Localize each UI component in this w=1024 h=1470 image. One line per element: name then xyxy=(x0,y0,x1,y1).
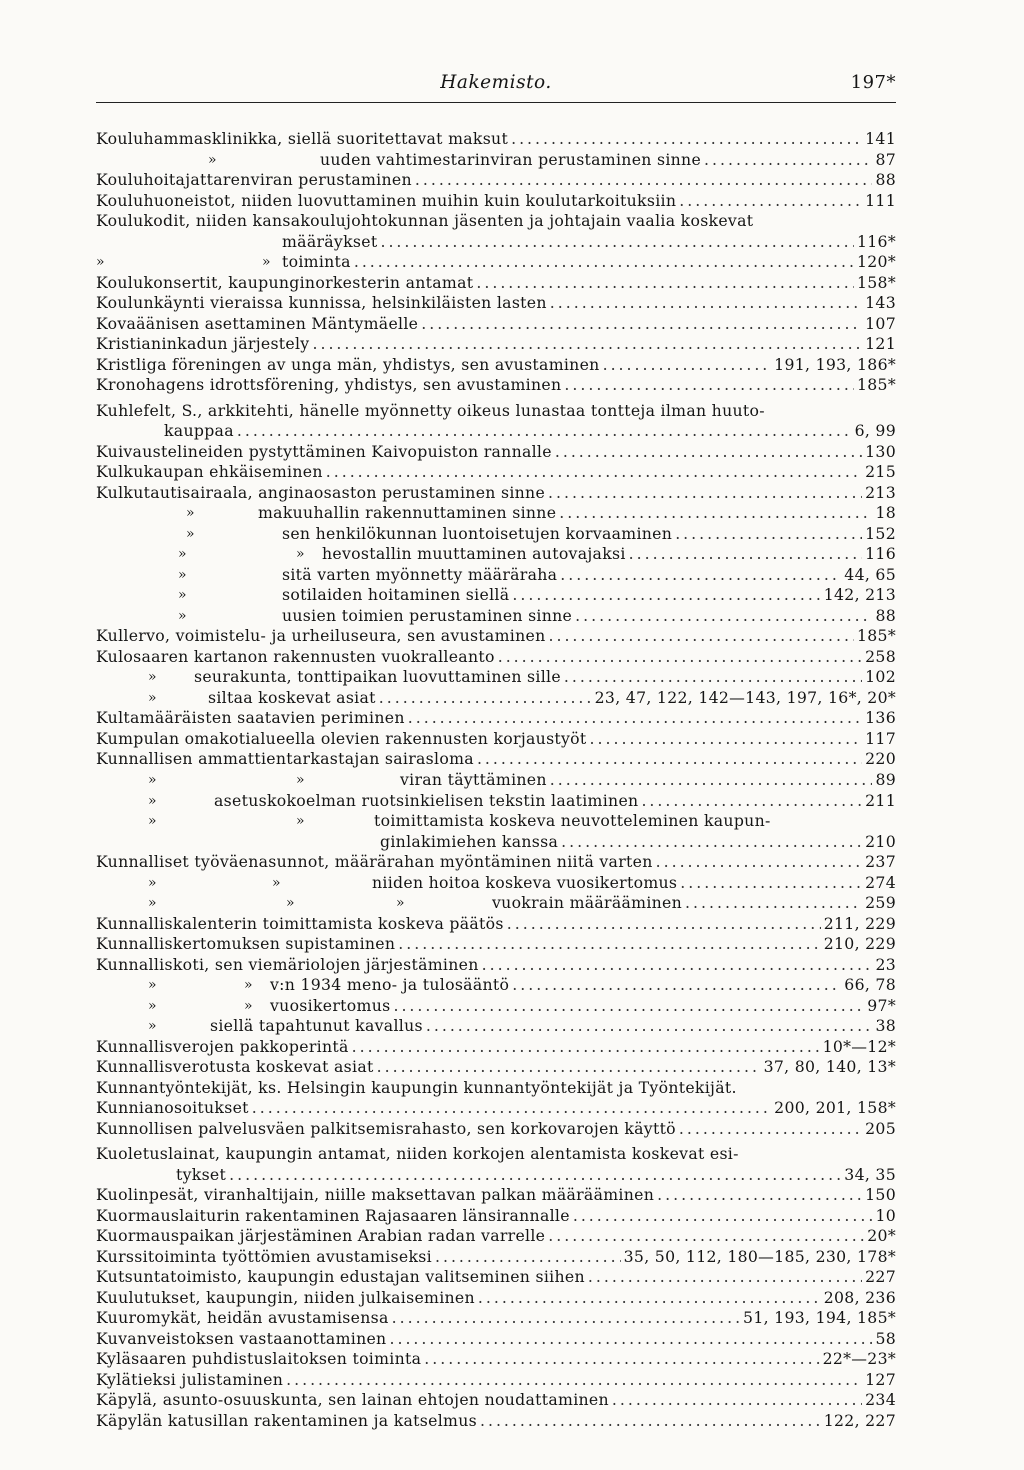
page-reference: 127 xyxy=(865,1369,896,1389)
ditto-mark: » xyxy=(286,895,295,912)
index-entry xyxy=(96,544,896,565)
entry-text: Kuvanveistoksen vastaanottaminen xyxy=(96,1328,387,1348)
index-entry xyxy=(96,934,896,955)
page-reference: 191, 193, 186* xyxy=(774,354,896,374)
entry-text: Kuormauslaiturin rakentaminen Rajasaaren länsirannalle xyxy=(96,1205,570,1225)
dot-leader xyxy=(426,1016,873,1037)
entry-text: kauppaa xyxy=(164,421,234,441)
dot-leader xyxy=(352,1037,820,1058)
index-entry xyxy=(96,749,896,770)
index-entry xyxy=(96,1185,896,1206)
index-entry xyxy=(96,729,896,750)
page-reference: 66, 78 xyxy=(844,975,896,995)
index-entry xyxy=(96,893,896,914)
page-reference: 22*—23* xyxy=(822,1349,896,1369)
entry-text: seurakunta, tonttipaikan luovuttaminen sille xyxy=(194,667,561,687)
ditto-mark: » xyxy=(178,607,187,624)
dot-leader xyxy=(575,606,872,627)
page-reference: 208, 236 xyxy=(823,1287,896,1307)
index-list xyxy=(96,129,896,1431)
dot-leader xyxy=(379,688,592,709)
ditto-mark: » xyxy=(208,151,217,168)
index-entry xyxy=(96,129,896,150)
entry-text: Kylätieksi julistaminen xyxy=(96,1369,284,1389)
ditto-mark: » xyxy=(186,505,195,522)
index-entry xyxy=(96,232,896,253)
index-entry xyxy=(96,1016,896,1037)
index-entry xyxy=(96,401,896,422)
entry-text: Kunnallisen ammattientarkastajan sairasloma xyxy=(96,749,474,769)
page-title: Hakemisto. xyxy=(440,72,552,93)
dot-leader xyxy=(561,832,862,853)
page-reference: 117 xyxy=(865,728,896,748)
dot-leader xyxy=(564,667,862,688)
ditto-mark: » xyxy=(148,813,157,830)
entry-text: toiminta xyxy=(282,252,351,272)
dot-leader xyxy=(679,1119,862,1140)
index-entry xyxy=(96,252,896,273)
entry-text: Kuhlefelt, S., arkkitehti, hänelle myönnetty oikeus lunastaa tontteja ilman huuto- xyxy=(96,400,765,420)
index-entry xyxy=(96,975,896,996)
entry-text: vuokrain määrääminen xyxy=(492,893,683,913)
dot-leader xyxy=(680,873,862,894)
page-reference: 211, 229 xyxy=(823,913,896,933)
entry-text: Kunnollisen palvelusväen palkitsemisrahasto, sen korkovarojen käyttö xyxy=(96,1118,676,1138)
page-reference: 89 xyxy=(875,769,896,789)
entry-text: Kutsuntatoimisto, kaupungin edustajan valitseminen siihen xyxy=(96,1267,585,1287)
entry-text: Kunnalliset työväenasunnot, määrärahan myöntäminen niitä varten xyxy=(96,852,653,872)
ditto-mark: » xyxy=(244,977,253,994)
page-reference: 274 xyxy=(865,872,896,892)
page-reference: 150 xyxy=(865,1185,896,1205)
dot-leader xyxy=(480,1411,821,1432)
entry-text: Kristianinkadun järjestely xyxy=(96,334,310,354)
dot-leader xyxy=(603,355,772,376)
index-entry xyxy=(96,191,896,212)
dot-leader xyxy=(679,191,862,212)
dot-leader xyxy=(675,524,862,545)
ditto-mark: » xyxy=(296,771,305,788)
ditto-mark: » xyxy=(148,874,157,891)
dot-leader xyxy=(548,626,854,647)
page-reference: 136 xyxy=(865,708,896,728)
entry-text: uusien toimien perustaminen sinne xyxy=(282,605,573,625)
entry-text: Kunnianosoitukset xyxy=(96,1098,249,1118)
entry-text: Kulosaaren kartanon rakennusten vuokralleanto xyxy=(96,646,495,666)
index-entry xyxy=(96,314,896,335)
index-entry xyxy=(96,462,896,483)
dot-leader xyxy=(354,252,854,273)
index-entry xyxy=(96,585,896,606)
index-entry xyxy=(96,852,896,873)
page-reference: 142, 213 xyxy=(823,585,896,605)
entry-text: Kurssitoiminta työttömien avustamiseksi xyxy=(96,1246,432,1266)
entry-text: Kuoletuslainat, kaupungin antamat, niiden korkojen alentamista koskevat esi- xyxy=(96,1144,739,1164)
dot-leader xyxy=(498,647,862,668)
index-entry xyxy=(96,524,896,545)
index-entry xyxy=(96,273,896,294)
page-reference: 227 xyxy=(865,1267,896,1287)
page-reference: 44, 65 xyxy=(844,564,896,584)
page-reference: 88 xyxy=(875,170,896,190)
page-reference: 102 xyxy=(865,667,896,687)
index-entry xyxy=(96,1078,896,1099)
index-entry xyxy=(96,955,896,976)
index-entry xyxy=(96,334,896,355)
page-number: 197* xyxy=(850,72,896,93)
ditto-mark: » xyxy=(178,546,187,563)
entry-text: Kyläsaaren puhdistuslaitoksen toiminta xyxy=(96,1349,422,1369)
page-reference: 122, 227 xyxy=(823,1410,896,1430)
entry-text: asetuskokoelman ruotsinkielisen tekstin laatiminen xyxy=(214,790,639,810)
dot-leader xyxy=(476,273,854,294)
index-entry xyxy=(96,647,896,668)
dot-leader xyxy=(421,314,862,335)
entry-text: Kuolinpesät, viranhaltijain, niille maksettavan palkan määrääminen xyxy=(96,1185,655,1205)
dot-leader xyxy=(511,129,862,150)
dot-leader xyxy=(398,934,820,955)
page-reference: 152 xyxy=(865,523,896,543)
dot-leader xyxy=(657,1185,862,1206)
dot-leader xyxy=(512,585,820,606)
entry-text: Koulukodit, niiden kansakoulujohtokunnan jäsenten ja johtajain vaalia koskevat xyxy=(96,211,754,231)
entry-text: vuosikertomus xyxy=(270,995,391,1015)
page-reference: 220 xyxy=(865,749,896,769)
dot-leader xyxy=(380,232,854,253)
index-entry xyxy=(96,1226,896,1247)
page-reference: 34, 35 xyxy=(844,1164,896,1184)
index-entry xyxy=(96,688,896,709)
dot-leader xyxy=(286,1370,862,1391)
page-reference: 121 xyxy=(865,334,896,354)
index-entry xyxy=(96,914,896,935)
page-reference: 143 xyxy=(865,293,896,313)
index-entry xyxy=(96,1057,896,1078)
page-reference: 185* xyxy=(857,626,896,646)
page-reference: 97* xyxy=(867,995,896,1015)
ditto-mark: » xyxy=(296,546,305,563)
dot-leader xyxy=(408,708,862,729)
index-entry xyxy=(96,170,896,191)
dot-leader xyxy=(507,914,821,935)
dot-leader xyxy=(237,421,852,442)
entry-text: Kuormauspaikan järjestäminen Arabian radan varrelle xyxy=(96,1226,546,1246)
page-reference: 37, 80, 140, 13* xyxy=(763,1057,896,1077)
page-reference: 18 xyxy=(875,503,896,523)
entry-text: Kuuromykät, heidän avustamisensa xyxy=(96,1308,389,1328)
entry-text: uuden vahtimestarinviran perustaminen sinne xyxy=(320,149,702,169)
page-header xyxy=(96,66,896,103)
page-reference: 116* xyxy=(857,231,896,251)
page-reference: 35, 50, 112, 180—185, 230, 178* xyxy=(623,1246,896,1266)
index-entry xyxy=(96,1288,896,1309)
dot-leader xyxy=(550,770,873,791)
page-reference: 234 xyxy=(865,1390,896,1410)
dot-leader xyxy=(588,1267,862,1288)
page-reference: 213 xyxy=(865,482,896,502)
entry-text: sitä varten myönnetty määräraha xyxy=(282,564,558,584)
dot-leader xyxy=(548,1226,864,1247)
index-entry xyxy=(96,811,896,832)
entry-text: Kultamääräisten saatavien periminen xyxy=(96,708,405,728)
entry-text: Kullervo, voimistelu- ja urheiluseura, sen avustaminen xyxy=(96,626,546,646)
ditto-mark: » xyxy=(396,895,405,912)
index-entry xyxy=(96,150,896,171)
page-reference: 210, 229 xyxy=(823,934,896,954)
page-reference: 211 xyxy=(865,790,896,810)
dot-leader xyxy=(477,749,862,770)
ditto-mark: » xyxy=(148,1018,157,1035)
index-entry xyxy=(96,293,896,314)
index-entry xyxy=(96,1267,896,1288)
dot-leader xyxy=(252,1098,771,1119)
entry-text: ginlakimiehen kanssa xyxy=(380,831,559,851)
entry-text: sen henkilökunnan luontoisetujen korvaaminen xyxy=(282,523,673,543)
dot-leader xyxy=(512,975,841,996)
ditto-mark: » xyxy=(272,874,281,891)
entry-text: Kulkukaupan ehkäiseminen xyxy=(96,462,323,482)
ditto-mark: » xyxy=(244,997,253,1014)
entry-text: Kunnalliskoti, sen viemäriolojen järjestäminen xyxy=(96,954,479,974)
entry-text: siltaa koskevat asiat xyxy=(208,687,376,707)
entry-text: v:n 1934 meno- ja tulosääntö xyxy=(270,975,510,995)
dot-leader xyxy=(564,375,854,396)
page-reference: 10 xyxy=(875,1205,896,1225)
dot-leader xyxy=(560,565,841,586)
page-reference: 111 xyxy=(865,190,896,210)
page-reference: 38 xyxy=(875,1016,896,1036)
page-reference: 210 xyxy=(865,831,896,851)
entry-text: Koulunkäynti vieraissa kunnissa, helsinkiläisten lasten xyxy=(96,293,547,313)
entry-text: Kuivaustelineiden pystyttäminen Kaivopuiston rannalle xyxy=(96,441,552,461)
index-entry xyxy=(96,606,896,627)
dot-leader xyxy=(704,150,872,171)
entry-text: Koulukonsertit, kaupunginorkesterin antamat xyxy=(96,272,474,292)
entry-text: Kunnalliskalenterin toimittamista koskeva päätös xyxy=(96,913,504,933)
dot-leader xyxy=(629,544,862,565)
dot-leader xyxy=(548,483,862,504)
entry-text: Kunnalliskertomuksen supistaminen xyxy=(96,934,396,954)
page-reference: 158* xyxy=(857,272,896,292)
entry-text: Kristliga föreningen av unga män, yhdistys, sen avustaminen xyxy=(96,354,600,374)
ditto-mark: » xyxy=(96,254,105,271)
index-entry xyxy=(96,1206,896,1227)
dot-leader xyxy=(424,1349,819,1370)
dot-leader xyxy=(612,1390,862,1411)
index-entry xyxy=(96,708,896,729)
ditto-mark: » xyxy=(148,792,157,809)
dot-leader xyxy=(393,996,864,1017)
index-entry xyxy=(96,1349,896,1370)
dot-leader xyxy=(415,170,873,191)
dot-leader xyxy=(229,1165,841,1186)
index-entry xyxy=(96,421,896,442)
page-reference: 120* xyxy=(857,252,896,272)
dot-leader xyxy=(312,334,862,355)
page-reference: 20* xyxy=(867,1226,896,1246)
ditto-mark: » xyxy=(178,587,187,604)
index-entry xyxy=(96,1370,896,1391)
entry-text: Kulkutautisairaala, anginaosaston perustaminen sinne xyxy=(96,482,546,502)
index-entry xyxy=(96,355,896,376)
page-reference: 200, 201, 158* xyxy=(774,1098,896,1118)
dot-leader xyxy=(478,1288,821,1309)
page-reference: 116 xyxy=(865,544,896,564)
entry-text: Kovaäänisen asettaminen Mäntymäelle xyxy=(96,313,419,333)
dot-leader xyxy=(590,729,863,750)
entry-text: Kunnallisverotusta koskevat asiat xyxy=(96,1057,374,1077)
index-entry xyxy=(96,832,896,853)
entry-text: Kouluhammasklinikka, siellä suoritettavat maksut xyxy=(96,129,509,148)
index-entry xyxy=(96,791,896,812)
dot-leader xyxy=(555,442,862,463)
entry-text: toimittamista koskeva neuvotteleminen kaupun- xyxy=(374,811,771,831)
index-entry xyxy=(96,770,896,791)
index-entry xyxy=(96,626,896,647)
dot-leader xyxy=(656,852,863,873)
entry-text: Käpylä, asunto-osuuskunta, sen lainan ehtojen noudattaminen xyxy=(96,1390,609,1410)
ditto-mark: » xyxy=(148,997,157,1014)
ditto-mark: » xyxy=(262,254,271,271)
index-entry xyxy=(96,1308,896,1329)
page-reference: 141 xyxy=(865,129,896,148)
index-entry xyxy=(96,667,896,688)
page-reference: 6, 99 xyxy=(854,421,896,441)
index-entry xyxy=(96,483,896,504)
page-reference: 10*—12* xyxy=(822,1036,896,1056)
index-entry xyxy=(96,1119,896,1140)
entry-text: niiden hoitoa koskeva vuosikertomus xyxy=(372,872,678,892)
entry-text: hevostallin muuttaminen autovajaksi xyxy=(322,544,626,564)
index-entry xyxy=(96,1329,896,1350)
ditto-mark: » xyxy=(148,895,157,912)
page-reference: 58 xyxy=(875,1328,896,1348)
entry-text: Kunnallisverojen pakkoperintä xyxy=(96,1036,349,1056)
index-entry xyxy=(96,211,896,232)
page-reference: 259 xyxy=(865,893,896,913)
index-entry xyxy=(96,1390,896,1411)
ditto-mark: » xyxy=(148,689,157,706)
dot-leader xyxy=(392,1308,740,1329)
page-reference: 237 xyxy=(865,852,896,872)
entry-text: siellä tapahtunut kavallus xyxy=(210,1016,423,1036)
dot-leader xyxy=(685,893,862,914)
entry-text: Käpylän katusillan rakentaminen ja katselmus xyxy=(96,1410,477,1430)
index-entry xyxy=(96,503,896,524)
page-reference: 205 xyxy=(865,1118,896,1138)
dot-leader xyxy=(377,1057,761,1078)
index-entry xyxy=(96,1165,896,1186)
dot-leader xyxy=(482,955,873,976)
index-entry xyxy=(96,1247,896,1268)
index-entry xyxy=(96,1144,896,1165)
ditto-mark: » xyxy=(178,566,187,583)
ditto-mark: » xyxy=(296,813,305,830)
ditto-mark: » xyxy=(186,525,195,542)
page-reference: 23, 47, 122, 142—143, 197, 16*, 20* xyxy=(594,687,896,707)
entry-text: Kronohagens idrottsförening, yhdistys, sen avustaminen xyxy=(96,375,562,395)
dot-leader xyxy=(559,503,872,524)
page-reference: 130 xyxy=(865,441,896,461)
entry-text: määräykset xyxy=(282,231,378,251)
index-entry xyxy=(96,873,896,894)
page-reference: 215 xyxy=(865,462,896,482)
page-reference: 185* xyxy=(857,375,896,395)
entry-text: viran täyttäminen xyxy=(400,769,547,789)
page-reference: 258 xyxy=(865,646,896,666)
page-reference: 87 xyxy=(875,149,896,169)
page-reference: 23 xyxy=(875,954,896,974)
dot-leader xyxy=(573,1206,873,1227)
entry-text: makuuhallin rakennuttaminen sinne xyxy=(258,503,557,523)
page-reference: 107 xyxy=(865,313,896,333)
ditto-mark: » xyxy=(148,771,157,788)
index-entry xyxy=(96,1098,896,1119)
entry-text: Kunnantyöntekijät, ks. Helsingin kaupungin kunnantyöntekijät ja Työntekijät. xyxy=(96,1077,737,1097)
dot-leader xyxy=(641,791,862,812)
entry-text: tykset xyxy=(176,1164,227,1184)
index-entry xyxy=(96,1037,896,1058)
index-entry xyxy=(96,442,896,463)
ditto-mark: » xyxy=(148,669,157,686)
ditto-mark: » xyxy=(148,977,157,994)
entry-text: Kuulutukset, kaupungin, niiden julkaiseminen xyxy=(96,1287,475,1307)
page-reference: 88 xyxy=(875,605,896,625)
dot-leader xyxy=(435,1247,621,1268)
index-entry xyxy=(96,1411,896,1432)
index-entry xyxy=(96,565,896,586)
entry-text: Kouluhoitajattarenviran perustaminen xyxy=(96,170,412,190)
page-reference: 51, 193, 194, 185* xyxy=(743,1308,896,1328)
index-entry xyxy=(96,996,896,1017)
dot-leader xyxy=(389,1329,872,1350)
entry-text: sotilaiden hoitaminen siellä xyxy=(282,585,510,605)
dot-leader xyxy=(326,462,862,483)
entry-text: Kumpulan omakotialueella olevien rakennusten korjaustyöt xyxy=(96,728,587,748)
entry-text: Kouluhuoneistot, niiden luovuttaminen muihin kuin koulutarkoituksiin xyxy=(96,190,677,210)
index-entry xyxy=(96,375,896,396)
dot-leader xyxy=(550,293,862,314)
